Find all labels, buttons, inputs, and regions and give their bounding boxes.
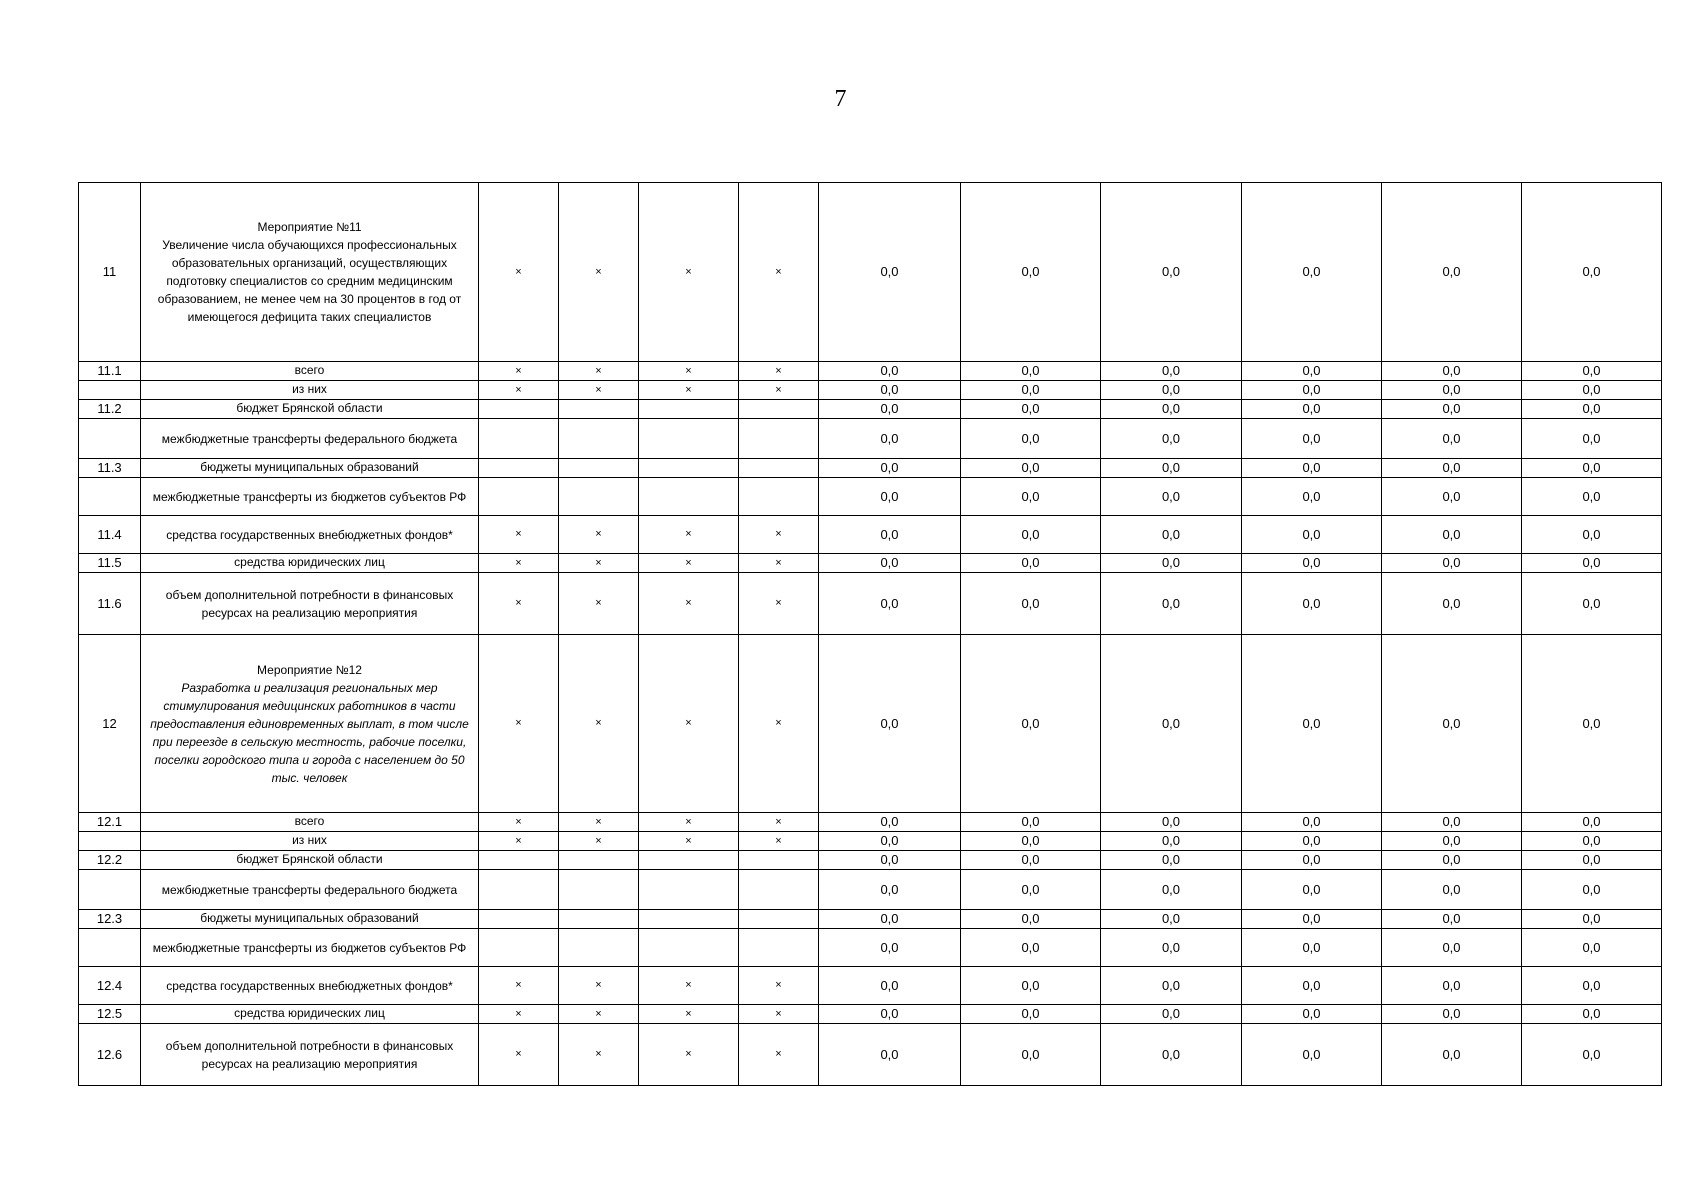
value-cell: 0,0 xyxy=(1101,967,1242,1005)
value-cell: 0,0 xyxy=(1382,910,1522,929)
mark-cell: × xyxy=(639,813,739,832)
value-cell: 0,0 xyxy=(1382,967,1522,1005)
value-cell: 0,0 xyxy=(1242,832,1382,851)
mark-cell xyxy=(559,459,639,478)
row-label: средства государственных внебюджетных фондов* xyxy=(141,516,479,554)
mark-cell xyxy=(639,910,739,929)
funding-row xyxy=(79,910,1662,929)
measure-title: Мероприятие №11 xyxy=(257,220,362,234)
mark-cell: × xyxy=(479,516,559,554)
mark-cell: × xyxy=(559,967,639,1005)
mark-cell xyxy=(559,870,639,910)
row-number xyxy=(79,870,141,910)
mark-cell xyxy=(559,929,639,967)
mark-cell xyxy=(559,400,639,419)
value-cell: 0,0 xyxy=(819,554,961,573)
row-label: межбюджетные трансферты федерального бюджета xyxy=(141,870,479,910)
value-cell: 0,0 xyxy=(1242,813,1382,832)
mark-cell xyxy=(639,478,739,516)
row-number: 12.6 xyxy=(79,1024,141,1086)
value-cell: 0,0 xyxy=(1101,459,1242,478)
value-cell: 0,0 xyxy=(819,381,961,400)
value-cell: 0,0 xyxy=(961,1024,1101,1086)
value-cell: 0,0 xyxy=(1242,573,1382,635)
funding-row xyxy=(79,851,1662,870)
funding-row xyxy=(79,1005,1662,1024)
page-number: 7 xyxy=(834,86,847,112)
value-cell: 0,0 xyxy=(1522,362,1662,381)
mark-cell: × xyxy=(739,1024,819,1086)
mark-cell: × xyxy=(739,362,819,381)
value-cell: 0,0 xyxy=(1522,635,1662,813)
value-cell: 0,0 xyxy=(1242,967,1382,1005)
value-cell: 0,0 xyxy=(961,362,1101,381)
value-cell: 0,0 xyxy=(1101,400,1242,419)
funding-row xyxy=(79,832,1662,851)
value-cell: 0,0 xyxy=(819,183,961,362)
value-cell: 0,0 xyxy=(819,635,961,813)
value-cell: 0,0 xyxy=(1382,573,1522,635)
mark-cell xyxy=(639,851,739,870)
value-cell: 0,0 xyxy=(1382,516,1522,554)
measure-number: 12 xyxy=(79,635,141,813)
value-cell: 0,0 xyxy=(819,813,961,832)
row-label: бюджеты муниципальных образований xyxy=(141,910,479,929)
value-cell: 0,0 xyxy=(1382,459,1522,478)
row-label: средства юридических лиц xyxy=(141,1005,479,1024)
value-cell: 0,0 xyxy=(1101,573,1242,635)
value-cell: 0,0 xyxy=(1522,832,1662,851)
value-cell: 0,0 xyxy=(961,516,1101,554)
funding-row xyxy=(79,516,1662,554)
value-cell: 0,0 xyxy=(1522,516,1662,554)
mark-cell: × xyxy=(739,516,819,554)
mark-cell: × xyxy=(479,635,559,813)
value-cell: 0,0 xyxy=(819,419,961,459)
value-cell: 0,0 xyxy=(1382,362,1522,381)
value-cell: 0,0 xyxy=(819,573,961,635)
mark-cell: × xyxy=(739,635,819,813)
mark-cell: × xyxy=(739,554,819,573)
value-cell: 0,0 xyxy=(1522,183,1662,362)
mark-cell xyxy=(479,459,559,478)
row-label: всего xyxy=(141,362,479,381)
value-cell: 0,0 xyxy=(1382,929,1522,967)
value-cell: 0,0 xyxy=(1522,967,1662,1005)
value-cell: 0,0 xyxy=(819,929,961,967)
value-cell: 0,0 xyxy=(1101,419,1242,459)
value-cell: 0,0 xyxy=(1242,362,1382,381)
mark-cell: × xyxy=(559,813,639,832)
mark-cell xyxy=(479,910,559,929)
value-cell: 0,0 xyxy=(1101,1005,1242,1024)
measure-description xyxy=(141,183,479,362)
row-label: межбюджетные трансферты федерального бюджета xyxy=(141,419,479,459)
mark-cell: × xyxy=(639,554,739,573)
mark-cell xyxy=(639,400,739,419)
value-cell: 0,0 xyxy=(961,183,1101,362)
value-cell: 0,0 xyxy=(1382,870,1522,910)
funding-row xyxy=(79,573,1662,635)
row-number: 11.4 xyxy=(79,516,141,554)
value-cell: 0,0 xyxy=(1101,362,1242,381)
value-cell: 0,0 xyxy=(961,459,1101,478)
row-number: 11.1 xyxy=(79,362,141,381)
mark-cell: × xyxy=(479,554,559,573)
funding-row xyxy=(79,929,1662,967)
value-cell: 0,0 xyxy=(961,635,1101,813)
row-label: бюджет Брянской области xyxy=(141,851,479,870)
row-number: 12.1 xyxy=(79,813,141,832)
mark-cell xyxy=(479,870,559,910)
measure-title: Мероприятие №12 xyxy=(257,662,362,677)
funding-row xyxy=(79,478,1662,516)
row-number: 12.3 xyxy=(79,910,141,929)
value-cell: 0,0 xyxy=(1382,635,1522,813)
value-cell: 0,0 xyxy=(1522,1005,1662,1024)
row-label: бюджет Брянской области xyxy=(141,400,479,419)
measure-number: 11 xyxy=(79,183,141,362)
mark-cell: × xyxy=(479,183,559,362)
value-cell: 0,0 xyxy=(1101,813,1242,832)
mark-cell: × xyxy=(479,381,559,400)
value-cell: 0,0 xyxy=(1101,832,1242,851)
mark-cell: × xyxy=(639,183,739,362)
mark-cell: × xyxy=(739,813,819,832)
row-number: 11.3 xyxy=(79,459,141,478)
mark-cell: × xyxy=(559,1005,639,1024)
mark-cell xyxy=(559,419,639,459)
value-cell: 0,0 xyxy=(1101,870,1242,910)
funding-row xyxy=(79,381,1662,400)
value-cell: 0,0 xyxy=(961,478,1101,516)
row-number xyxy=(79,381,141,400)
mark-cell: × xyxy=(639,516,739,554)
mark-cell: × xyxy=(479,362,559,381)
value-cell: 0,0 xyxy=(1242,910,1382,929)
value-cell: 0,0 xyxy=(1101,851,1242,870)
mark-cell: × xyxy=(739,1005,819,1024)
value-cell: 0,0 xyxy=(819,362,961,381)
value-cell: 0,0 xyxy=(1382,381,1522,400)
budget-table xyxy=(78,182,1662,1086)
row-label: всего xyxy=(141,813,479,832)
value-cell: 0,0 xyxy=(1242,183,1382,362)
value-cell: 0,0 xyxy=(1522,381,1662,400)
value-cell: 0,0 xyxy=(1242,851,1382,870)
value-cell: 0,0 xyxy=(961,419,1101,459)
mark-cell xyxy=(479,851,559,870)
mark-cell: × xyxy=(739,967,819,1005)
value-cell: 0,0 xyxy=(1101,381,1242,400)
mark-cell: × xyxy=(639,1005,739,1024)
mark-cell: × xyxy=(639,967,739,1005)
value-cell: 0,0 xyxy=(961,870,1101,910)
value-cell: 0,0 xyxy=(1522,573,1662,635)
value-cell: 0,0 xyxy=(961,573,1101,635)
mark-cell xyxy=(479,478,559,516)
value-cell: 0,0 xyxy=(1522,554,1662,573)
mark-cell: × xyxy=(639,573,739,635)
value-cell: 0,0 xyxy=(1242,400,1382,419)
row-label: средства юридических лиц xyxy=(141,554,479,573)
value-cell: 0,0 xyxy=(961,967,1101,1005)
mark-cell xyxy=(479,419,559,459)
row-label: из них xyxy=(141,381,479,400)
row-number: 12.4 xyxy=(79,967,141,1005)
value-cell: 0,0 xyxy=(1522,400,1662,419)
value-cell: 0,0 xyxy=(1382,832,1522,851)
value-cell: 0,0 xyxy=(819,516,961,554)
row-label: бюджеты муниципальных образований xyxy=(141,459,479,478)
mark-cell xyxy=(639,459,739,478)
value-cell: 0,0 xyxy=(819,870,961,910)
mark-cell: × xyxy=(479,832,559,851)
value-cell: 0,0 xyxy=(961,851,1101,870)
value-cell: 0,0 xyxy=(1382,1005,1522,1024)
mark-cell: × xyxy=(739,832,819,851)
mark-cell: × xyxy=(739,183,819,362)
mark-cell: × xyxy=(739,381,819,400)
value-cell: 0,0 xyxy=(1522,851,1662,870)
mark-cell xyxy=(559,851,639,870)
mark-cell: × xyxy=(479,1005,559,1024)
mark-cell xyxy=(639,929,739,967)
row-number xyxy=(79,832,141,851)
value-cell: 0,0 xyxy=(1382,1024,1522,1086)
value-cell: 0,0 xyxy=(961,929,1101,967)
row-number: 12.5 xyxy=(79,1005,141,1024)
funding-row xyxy=(79,362,1662,381)
value-cell: 0,0 xyxy=(819,967,961,1005)
value-cell: 0,0 xyxy=(1101,554,1242,573)
row-number xyxy=(79,478,141,516)
value-cell: 0,0 xyxy=(1242,419,1382,459)
value-cell: 0,0 xyxy=(1382,419,1522,459)
table-body xyxy=(79,183,1662,1086)
mark-cell: × xyxy=(479,813,559,832)
mark-cell: × xyxy=(739,573,819,635)
row-number xyxy=(79,419,141,459)
mark-cell: × xyxy=(479,967,559,1005)
value-cell: 0,0 xyxy=(1382,851,1522,870)
value-cell: 0,0 xyxy=(819,459,961,478)
value-cell: 0,0 xyxy=(1242,1005,1382,1024)
value-cell: 0,0 xyxy=(1101,183,1242,362)
value-cell: 0,0 xyxy=(1382,813,1522,832)
measure-header-row xyxy=(79,635,1662,813)
value-cell: 0,0 xyxy=(819,910,961,929)
funding-row xyxy=(79,554,1662,573)
value-cell: 0,0 xyxy=(1382,400,1522,419)
mark-cell: × xyxy=(559,1024,639,1086)
funding-row xyxy=(79,419,1662,459)
value-cell: 0,0 xyxy=(1242,635,1382,813)
value-cell: 0,0 xyxy=(819,851,961,870)
mark-cell xyxy=(479,400,559,419)
row-label: средства государственных внебюджетных фондов* xyxy=(141,967,479,1005)
funding-row xyxy=(79,459,1662,478)
value-cell: 0,0 xyxy=(1101,516,1242,554)
value-cell: 0,0 xyxy=(1242,554,1382,573)
value-cell: 0,0 xyxy=(1101,929,1242,967)
value-cell: 0,0 xyxy=(1382,478,1522,516)
value-cell: 0,0 xyxy=(1101,1024,1242,1086)
mark-cell: × xyxy=(639,832,739,851)
value-cell: 0,0 xyxy=(961,910,1101,929)
mark-cell: × xyxy=(639,635,739,813)
mark-cell xyxy=(739,910,819,929)
funding-row xyxy=(79,1024,1662,1086)
mark-cell xyxy=(739,870,819,910)
value-cell: 0,0 xyxy=(1522,910,1662,929)
mark-cell xyxy=(739,851,819,870)
value-cell: 0,0 xyxy=(961,381,1101,400)
value-cell: 0,0 xyxy=(1522,1024,1662,1086)
mark-cell: × xyxy=(559,183,639,362)
measure-header-row xyxy=(79,183,1662,362)
funding-row xyxy=(79,400,1662,419)
value-cell: 0,0 xyxy=(1242,478,1382,516)
value-cell: 0,0 xyxy=(1382,554,1522,573)
measure-text: Увеличение числа обучающихся профессиональных образовательных организаций, осуществляющих подготовку специалистов со средним медицинским образованием, не менее чем на 30 процентов в год от имеющегося дефицита таких специалистов xyxy=(157,238,462,324)
value-cell: 0,0 xyxy=(1382,183,1522,362)
value-cell: 0,0 xyxy=(1101,910,1242,929)
mark-cell xyxy=(739,478,819,516)
mark-cell: × xyxy=(559,381,639,400)
row-number: 11.5 xyxy=(79,554,141,573)
row-label: межбюджетные трансферты из бюджетов субъектов РФ xyxy=(141,929,479,967)
mark-cell xyxy=(479,929,559,967)
value-cell: 0,0 xyxy=(961,554,1101,573)
funding-row xyxy=(79,813,1662,832)
mark-cell xyxy=(559,910,639,929)
measure-text: Разработка и реализация региональных мер стимулирования медицинских работников в части предоставления единовременных выплат, в том числе при переезде в сельскую местность, рабочие поселки, поселки городского типа и города с населением до 50 тыс. человек xyxy=(150,680,469,785)
mark-cell: × xyxy=(639,381,739,400)
mark-cell xyxy=(739,459,819,478)
mark-cell: × xyxy=(559,554,639,573)
mark-cell: × xyxy=(639,362,739,381)
value-cell: 0,0 xyxy=(1522,813,1662,832)
value-cell: 0,0 xyxy=(819,1005,961,1024)
value-cell: 0,0 xyxy=(819,400,961,419)
value-cell: 0,0 xyxy=(961,400,1101,419)
mark-cell: × xyxy=(639,1024,739,1086)
value-cell: 0,0 xyxy=(961,832,1101,851)
mark-cell: × xyxy=(559,516,639,554)
value-cell: 0,0 xyxy=(819,1024,961,1086)
row-number: 11.6 xyxy=(79,573,141,635)
value-cell: 0,0 xyxy=(1242,870,1382,910)
row-number: 12.2 xyxy=(79,851,141,870)
funding-row xyxy=(79,967,1662,1005)
value-cell: 0,0 xyxy=(1522,459,1662,478)
mark-cell xyxy=(739,419,819,459)
row-label: межбюджетные трансферты из бюджетов субъектов РФ xyxy=(141,478,479,516)
row-number xyxy=(79,929,141,967)
mark-cell: × xyxy=(559,362,639,381)
row-label: из них xyxy=(141,832,479,851)
value-cell: 0,0 xyxy=(1522,419,1662,459)
mark-cell: × xyxy=(559,573,639,635)
value-cell: 0,0 xyxy=(1242,381,1382,400)
mark-cell: × xyxy=(559,832,639,851)
mark-cell: × xyxy=(559,635,639,813)
row-number: 11.2 xyxy=(79,400,141,419)
value-cell: 0,0 xyxy=(1522,929,1662,967)
mark-cell xyxy=(639,419,739,459)
mark-cell xyxy=(739,400,819,419)
row-label: объем дополнительной потребности в финансовых ресурсах на реализацию мероприятия xyxy=(141,573,479,635)
value-cell: 0,0 xyxy=(819,478,961,516)
value-cell: 0,0 xyxy=(1242,1024,1382,1086)
value-cell: 0,0 xyxy=(1522,478,1662,516)
value-cell: 0,0 xyxy=(1101,635,1242,813)
value-cell: 0,0 xyxy=(1242,929,1382,967)
funding-row xyxy=(79,870,1662,910)
value-cell: 0,0 xyxy=(961,1005,1101,1024)
value-cell: 0,0 xyxy=(1242,459,1382,478)
mark-cell: × xyxy=(479,573,559,635)
mark-cell xyxy=(739,929,819,967)
row-label: объем дополнительной потребности в финансовых ресурсах на реализацию мероприятия xyxy=(141,1024,479,1086)
mark-cell xyxy=(559,478,639,516)
value-cell: 0,0 xyxy=(961,813,1101,832)
value-cell: 0,0 xyxy=(1101,478,1242,516)
value-cell: 0,0 xyxy=(1242,516,1382,554)
value-cell: 0,0 xyxy=(1522,870,1662,910)
measure-description xyxy=(141,635,479,813)
mark-cell: × xyxy=(479,1024,559,1086)
mark-cell xyxy=(639,870,739,910)
value-cell: 0,0 xyxy=(819,832,961,851)
